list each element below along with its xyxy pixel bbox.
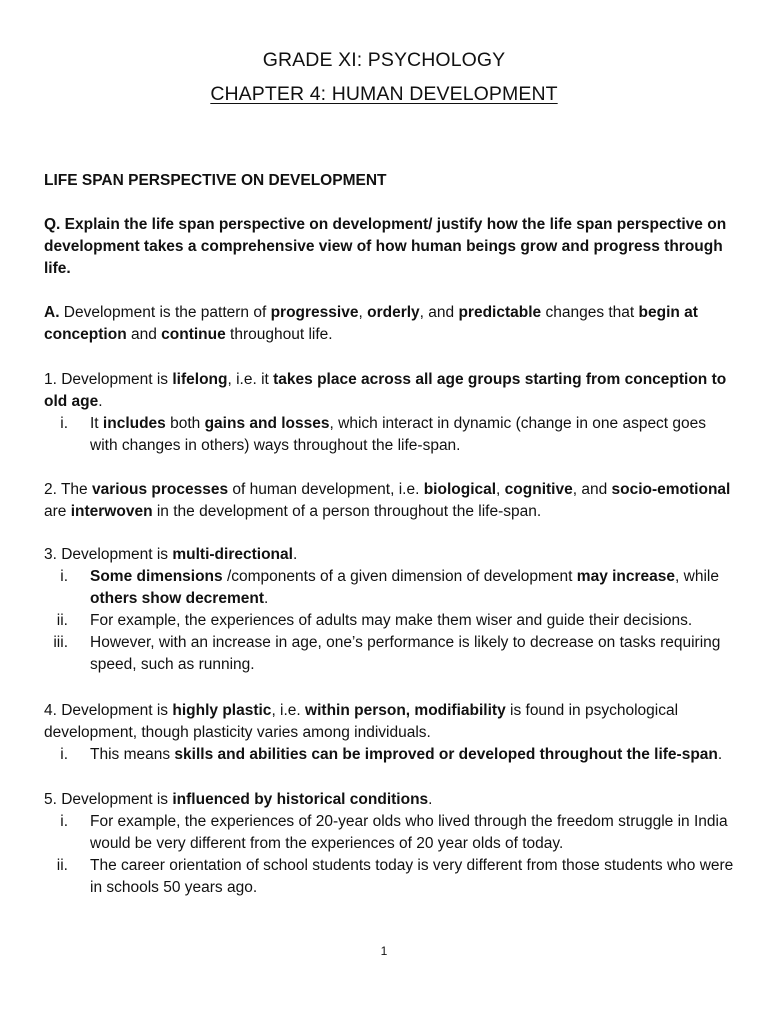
point-text: 4. Development is (44, 702, 173, 719)
point-text: of human development, i.e. (228, 481, 424, 498)
list-text: both (165, 415, 205, 432)
point-text: , i.e. (271, 702, 306, 719)
question-text: Q. Explain the life span perspective on development/ justify how the life span perspective on development takes a comprehensive view of how human beings grow and progress through life. (44, 216, 727, 277)
list-text: , while (675, 568, 719, 585)
point-4-subitems (44, 744, 734, 766)
list-bold: others show decrement (90, 590, 264, 607)
point-text: 1. Development is (44, 371, 173, 388)
answer-text: changes that (541, 304, 639, 321)
point-text: 5. Development is (44, 791, 173, 808)
list-text: /components of a given dimension of development (222, 568, 577, 585)
list-number: iii. (53, 634, 68, 651)
answer-bold: orderly (367, 304, 420, 321)
list-text: It (90, 415, 103, 432)
point-text: . (98, 393, 103, 410)
point-1-subitems (44, 413, 734, 457)
answer-bold: begin at conception (44, 304, 698, 343)
point-2 (44, 479, 732, 523)
answer-bold: progressive (270, 304, 359, 321)
point-bold: biological (423, 481, 497, 498)
list-bold: may increase (576, 568, 676, 585)
point-text: , (496, 481, 505, 498)
list-text: The career orientation of school students today is very different from those students who were in schools 50 years ago. (90, 857, 734, 896)
list-item (44, 566, 734, 610)
point-bold: socio-emotional (611, 481, 731, 498)
chapter-title-text: CHAPTER 4: HUMAN DEVELOPMENT (210, 83, 558, 105)
list-number: i. (60, 746, 68, 763)
list-text: . (264, 590, 269, 607)
answer-text: Development is the pattern of (59, 304, 271, 321)
list-bold: includes (102, 415, 166, 432)
answer-label: A. (44, 304, 60, 321)
point-5 (44, 789, 732, 811)
answer-text: , and (419, 304, 459, 321)
point-text: are (44, 503, 71, 520)
list-number: i. (60, 415, 68, 432)
point-5-subitems (44, 811, 734, 899)
point-text: is found in psychological development, though plasticity varies among individuals. (44, 702, 679, 741)
point-3-subitems (44, 566, 734, 676)
point-text: , and (572, 481, 612, 498)
list-bold: Some dimensions (90, 568, 223, 585)
list-number: i. (60, 813, 68, 830)
point-text: . (292, 546, 298, 563)
point-bold: interwoven (70, 503, 153, 520)
list-text: . (717, 746, 723, 763)
point-3 (44, 544, 732, 566)
list-item (44, 413, 734, 457)
list-item (44, 811, 734, 855)
answer-text: throughout life. (225, 326, 333, 343)
list-item (44, 855, 734, 899)
point-bold: multi-directional (172, 546, 293, 563)
list-text: This means (90, 746, 175, 763)
list-number: i. (60, 568, 68, 585)
list-text: , which interact in dynamic (change in one aspect goes with changes in others) ways throughout the life-span. (90, 415, 707, 454)
point-bold: within person, modifiability (305, 702, 506, 719)
list-text: For example, the experiences of 20-year olds who lived through the freedom struggle in India would be very different from the experiences of 20 year olds of today. (90, 813, 728, 852)
point-text: , i.e. it (227, 371, 274, 388)
list-number: ii. (56, 857, 68, 874)
list-item (44, 632, 734, 676)
list-item (44, 744, 734, 766)
answer-bold: predictable (458, 304, 542, 321)
list-bold: skills and abilities can be improved or developed throughout the life-span (174, 746, 718, 763)
point-1 (44, 369, 732, 413)
point-text: 2. The (44, 481, 92, 498)
answer-bold: continue (161, 326, 226, 343)
point-text: . (428, 791, 433, 808)
list-number: ii. (56, 612, 68, 629)
answer-text: and (126, 326, 162, 343)
point-bold: influenced by historical conditions (172, 791, 429, 808)
answer-paragraph (44, 302, 732, 346)
section-heading: LIFE SPAN PERSPECTIVE ON DEVELOPMENT (44, 172, 387, 189)
list-bold: gains and losses (204, 415, 330, 432)
answer-text: , (358, 304, 368, 321)
chapter-title (0, 82, 768, 106)
grade-title: GRADE XI: PSYCHOLOGY (262, 49, 506, 71)
point-bold: lifelong (172, 371, 228, 388)
point-bold: highly plastic (172, 702, 272, 719)
point-bold: various processes (91, 481, 229, 498)
point-bold: cognitive (504, 481, 573, 498)
list-item (44, 610, 734, 632)
point-text: in the development of a person throughout the life-span. (152, 503, 542, 520)
page-number: 1 (380, 944, 388, 958)
list-text: However, with an increase in age, one’s performance is likely to decrease on tasks requiring speed, such as running. (90, 634, 721, 673)
point-4 (44, 700, 732, 744)
list-text: For example, the experiences of adults may make them wiser and guide their decisions. (90, 612, 693, 629)
point-bold: takes place across all age groups starting from conception to old age (44, 371, 727, 410)
point-text: 3. Development is (44, 546, 173, 563)
